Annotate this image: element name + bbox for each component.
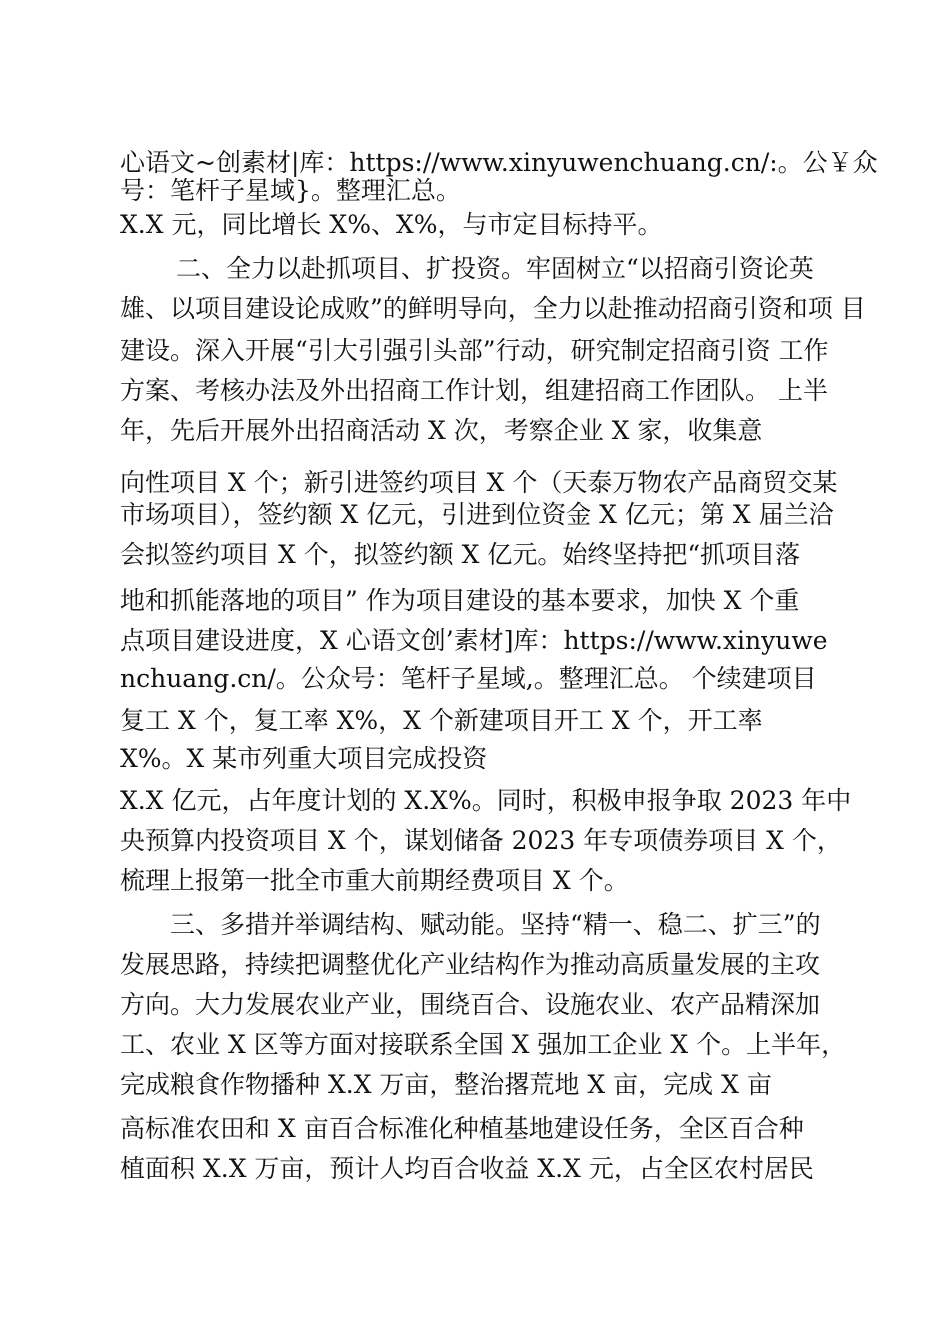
text-line-11: 会拟签约项目 X 个，拟签约额 X 亿元。始终坚持把“抓项目落 bbox=[120, 540, 801, 569]
text-line-24: 完成粮食作物播种 X.X 万亩，整治撂荒地 X 亩，完成 X 亩 bbox=[120, 1070, 772, 1099]
text-line-13: 点项目建设进度，X 心语文创’素材]库：https://www.xinyuwe bbox=[120, 626, 828, 655]
text-line-25: 高标准农田和 X 亩百合标准化种植基地建设任务，全区百合种 bbox=[120, 1114, 804, 1143]
text-line-10: 市场项目），签约额 X 亿元，引进到位资金 X 亿元；第 X 届兰洽 bbox=[120, 500, 834, 529]
text-line-7: 方案、考核办法及外出招商工作计划，组建招商工作团队。 上半 bbox=[120, 376, 828, 405]
text-line-8: 年，先后开展外出招商活动 X 次，考察企业 X 家，收集意 bbox=[120, 416, 763, 445]
text-line-19: 梳理上报第一批全市重大前期经费项目 X 个。 bbox=[120, 866, 629, 895]
text-line-4: 二、全力以赴抓项目、扩投资。牢固树立“以招商引资论英 bbox=[176, 254, 814, 283]
text-line-22: 方向。大力发展农业产业，围绕百合、设施农业、农产品精深加 bbox=[120, 990, 821, 1019]
text-line-18: 央预算内投资项目 X 个，谋划储备 2023 年专项债券项目 X 个， bbox=[120, 826, 842, 855]
text-line-3: X.X 元，同比增长 X%、X%，与市定目标持平。 bbox=[120, 210, 663, 239]
text-line-26: 植面积 X.X 万亩，预计人均百合收益 X.X 元，占全区农村居民 bbox=[120, 1154, 814, 1183]
text-line-6: 建设。深入开展“引大引强引头部”行动，研究制定招商引资 工作 bbox=[120, 336, 829, 365]
text-line-20: 三、多措并举调结构、赋动能。坚持“精一、稳二、扩三”的 bbox=[170, 910, 821, 939]
text-line-14: nchuang.cn/。公众号：笔杆子星域,。整理汇总。 个续建项目 bbox=[120, 664, 817, 693]
text-line-9: 向性项目 X 个；新引进签约项目 X 个（天泰万物农产品商贸交某 bbox=[120, 468, 838, 497]
text-line-16: X%。X 某市列重大项目完成投资 bbox=[120, 744, 488, 773]
text-line-15: 复工 X 个，复工率 X%，X 个新建项目开工 X 个，开工率 bbox=[120, 706, 763, 735]
text-line-21: 发展思路，持续把调整优化产业结构作为推动高质量发展的主攻 bbox=[120, 950, 821, 979]
text-line-23: 工、农业 X 区等方面对接联系全国 X 强加工企业 X 个。上半年， bbox=[120, 1030, 847, 1059]
text-line-17: X.X 亿元，占年度计划的 X.X%。同时，积极申报争取 2023 年中 bbox=[120, 786, 852, 815]
text-line-5: 雄、以项目建设论成败”的鲜明导向，全力以赴推动招商引资和项 目 bbox=[120, 294, 866, 323]
text-line-1: 心语文~创素材|库：https://www.xinyuwenchuang.cn/:。公￥众 bbox=[120, 148, 878, 177]
text-line-12: 地和抓能落地的项目” 作为项目建设的基本要求，加快 X 个重 bbox=[120, 586, 800, 615]
text-line-2: 号：笔杆子星域}。整理汇总。 bbox=[120, 176, 461, 205]
